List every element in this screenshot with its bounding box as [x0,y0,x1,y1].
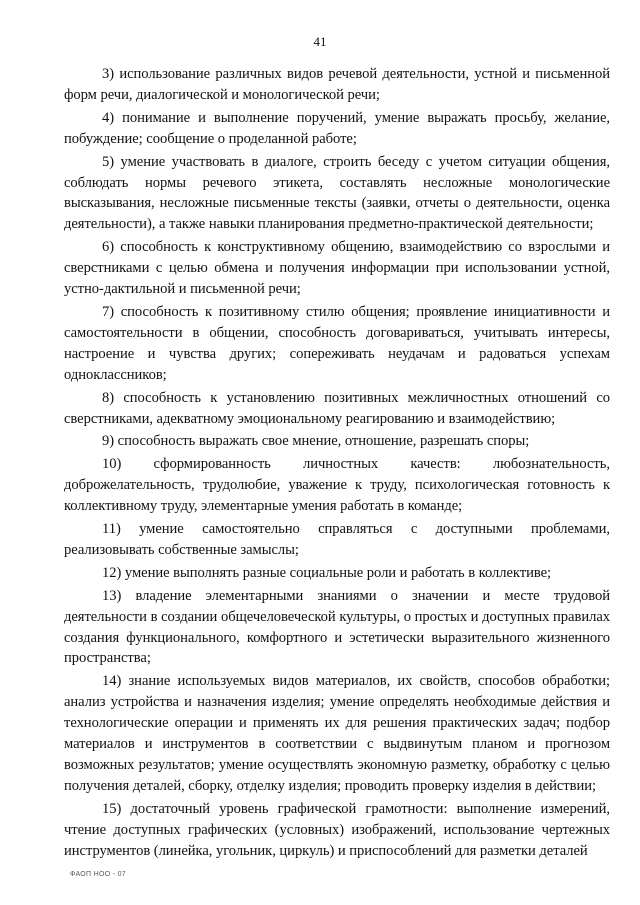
list-item: 13) владение элементарными знаниями о значении и месте трудовой деятельности в создании общечеловеческой культуры, о простых и доступных правилах создания функционального, комфортного и эстетически выразительного жизненного пространства; [64,587,610,667]
list-item: 6) способность к конструктивному общению, взаимодействию со взрослыми и сверстниками с целью обмена и получения информации при использовании устной, устно-дактильной и письменной речи; [64,239,610,298]
footer-document-code: ФАОП НОО - 07 [70,871,126,878]
list-item: 9) способность выражать свое мнение, отношение, разрешать споры; [102,433,530,450]
page-body [64,64,610,862]
list-item: 8) способность к установлению позитивных межличностных отношений со сверстниками, адекватному эмоциональному реагированию и взаимодействию; [64,389,610,427]
list-item: 10) сформированность личностных качеств: любознательность, доброжелательность, трудолюбие, уважение к труду, психологическая готовность к коллективному труду, элементарные умения работать в команде; [64,456,610,515]
list-item: 11) умение самостоятельно справляться с доступными проблемами, реализовывать собственные замыслы; [64,521,610,558]
list-item: 15) достаточный уровень графической грамотности: выполнение измерений, чтение доступных графических (условных) изображений, использование чертежных инструментов (линейка, угольник, циркуль) и приспособлений для разметки деталей [64,800,610,859]
list-item: 7) способность к позитивному стилю общения; проявление инициативности и самостоятельности в общении, способность договариваться, учитывать интересы, настроение и чувства других; сопереживать неудачам и радоваться успехам одноклассников; [64,303,610,383]
list-item: 14) знание используемых видов материалов, их свойств, способов обработки; анализ устройства и назначения изделия; умение определять необходимые действия и технологические операции и применять их для решения практических задач; подбор материалов и инструментов в соответствии с выдвинутым планом и прогнозом возможных результатов; умение осуществлять экономную разметку, обработку с целью получения деталей, сборку, отделку изделия; проводить проверку изделия в действии; [64,673,610,794]
page-number: 41 [313,34,327,49]
list-item: 4) понимание и выполнение поручений, умение выражать просьбу, желание, побуждение; сообщение о проделанной работе; [64,109,610,147]
list-item: 12) умение выполнять разные социальные роли и работать в коллективе; [102,564,552,581]
list-item: 5) умение участвовать в диалоге, строить беседу с учетом ситуации общения, соблюдать нормы речевого этикета, составлять несложные монологические высказывания, несложные письменные тексты (заявки, отчеты о деятельности, оценка деятельности), а также навыки планирования предметно-практической деятельности; [64,153,610,233]
list-item: 3) использование различных видов речевой деятельности, устной и письменной форм речи, диалогической и монологической речи; [64,66,610,103]
